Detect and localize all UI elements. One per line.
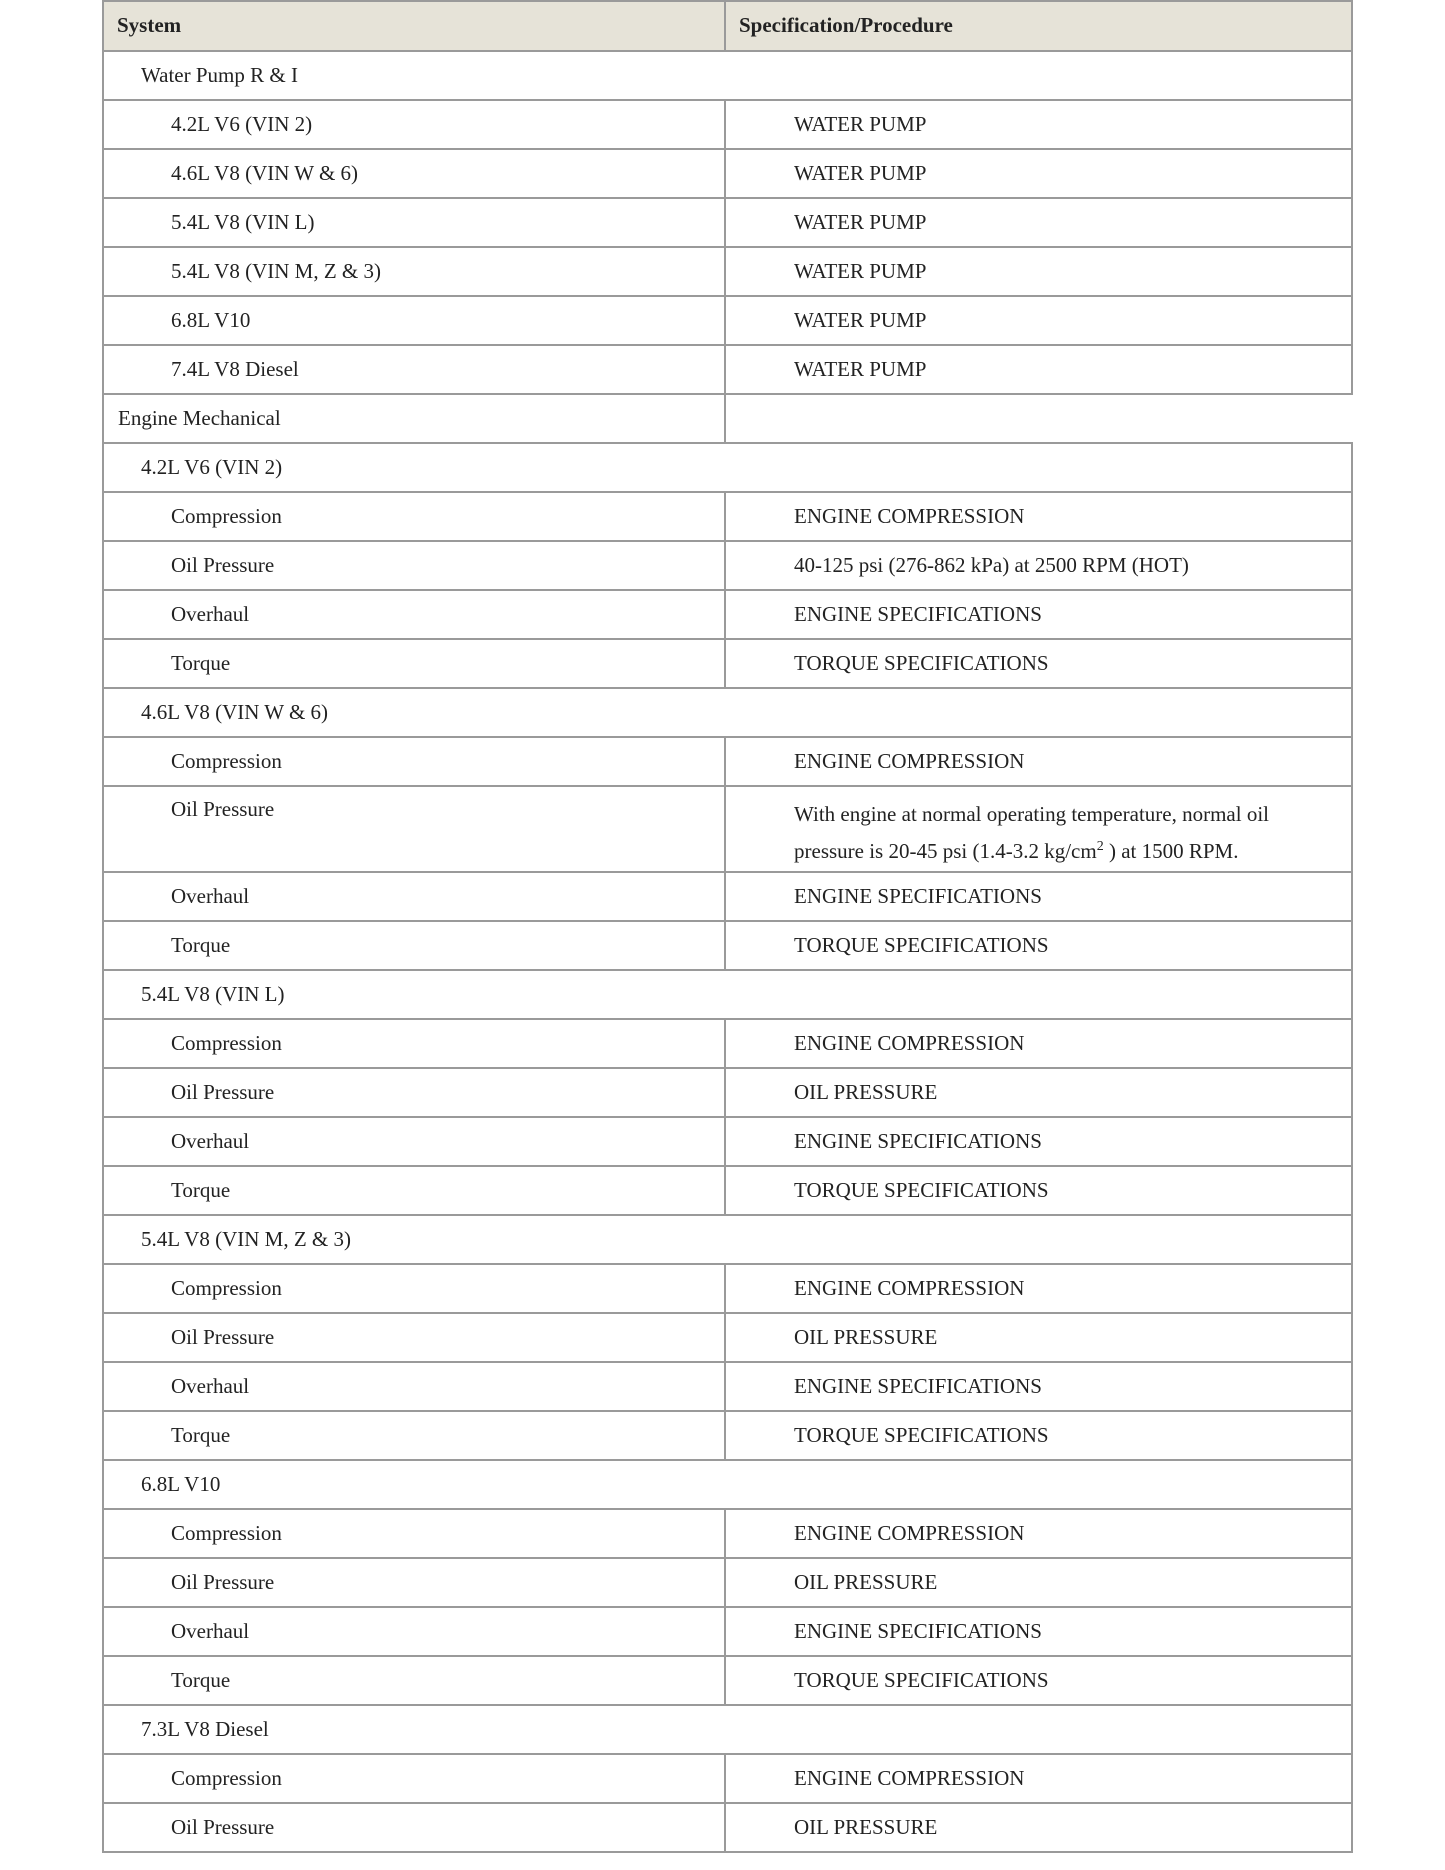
table-row xyxy=(103,1754,1352,1803)
spec-cell xyxy=(725,100,1352,149)
spec-value: ENGINE COMPRESSION xyxy=(794,1765,1025,1790)
spec-value: TORQUE SPECIFICATIONS xyxy=(794,1177,1049,1202)
header-system: System xyxy=(103,1,725,51)
spec-cell xyxy=(725,1362,1352,1411)
spec-value: 40-125 psi (276-862 kPa) at 2500 RPM (HOT) xyxy=(794,552,1189,577)
spec-value: ENGINE COMPRESSION xyxy=(794,1030,1025,1055)
table-row xyxy=(103,1362,1352,1411)
spec-value: ENGINE COMPRESSION xyxy=(794,503,1025,528)
group-row xyxy=(103,970,1352,1019)
section-label: Engine Mechanical xyxy=(103,394,725,443)
system-cell xyxy=(103,492,725,541)
system-cell xyxy=(103,1313,725,1362)
table-body xyxy=(103,51,1352,1852)
spec-value: OIL PRESSURE xyxy=(794,1079,938,1104)
spec-value: TORQUE SPECIFICATIONS xyxy=(794,932,1049,957)
system-label: 4.2L V6 (VIN 2) xyxy=(171,111,313,136)
spec-cell xyxy=(725,1754,1352,1803)
spec-value-text: With engine at normal operating temperature, normal oil pressure is 20-45 psi (1.4-3.2 kg/cm xyxy=(794,802,1269,863)
system-cell xyxy=(103,198,725,247)
system-label: Torque xyxy=(171,650,231,675)
spec-cell xyxy=(725,1803,1352,1852)
spec-value: ENGINE SPECIFICATIONS xyxy=(794,1618,1042,1643)
spec-value: ENGINE COMPRESSION xyxy=(794,1275,1025,1300)
table-row xyxy=(103,1509,1352,1558)
system-cell xyxy=(103,639,725,688)
system-cell xyxy=(103,541,725,590)
system-label: Oil Pressure xyxy=(171,1569,275,1594)
section-row xyxy=(103,394,1352,443)
group-label: Water Pump R & I xyxy=(103,51,1352,100)
spec-cell xyxy=(725,1558,1352,1607)
system-cell xyxy=(103,921,725,970)
system-cell xyxy=(103,1362,725,1411)
table-row xyxy=(103,1068,1352,1117)
system-label: Compression xyxy=(171,748,282,773)
table-row xyxy=(103,1313,1352,1362)
spec-cell xyxy=(725,1068,1352,1117)
group-row xyxy=(103,51,1352,100)
spec-value: ENGINE COMPRESSION xyxy=(794,1520,1025,1545)
table-row xyxy=(103,786,1352,872)
system-cell xyxy=(103,247,725,296)
system-label: Compression xyxy=(171,1030,282,1055)
spec-value: ENGINE SPECIFICATIONS xyxy=(794,883,1042,908)
system-cell xyxy=(103,1019,725,1068)
system-label: 7.4L V8 Diesel xyxy=(171,356,299,381)
spec-value: WATER PUMP xyxy=(794,307,927,332)
spec-value: OIL PRESSURE xyxy=(794,1569,938,1594)
table-row xyxy=(103,1558,1352,1607)
table-row xyxy=(103,1607,1352,1656)
group-row xyxy=(103,1215,1352,1264)
table-row xyxy=(103,590,1352,639)
group-label: 4.6L V8 (VIN W & 6) xyxy=(103,688,1352,737)
table-row xyxy=(103,492,1352,541)
spec-cell xyxy=(725,590,1352,639)
system-cell xyxy=(103,149,725,198)
table-row xyxy=(103,872,1352,921)
table-row xyxy=(103,737,1352,786)
spec-table xyxy=(102,0,1353,1853)
spec-value: ENGINE SPECIFICATIONS xyxy=(794,1373,1042,1398)
spec-value-text-end: ) at 1500 RPM. xyxy=(1103,839,1239,863)
spec-cell xyxy=(725,872,1352,921)
table-row xyxy=(103,247,1352,296)
spec-cell xyxy=(725,492,1352,541)
spec-cell xyxy=(725,149,1352,198)
spec-cell xyxy=(725,1656,1352,1705)
system-label: Compression xyxy=(171,1765,282,1790)
spec-cell xyxy=(725,1019,1352,1068)
system-cell xyxy=(103,1656,725,1705)
spec-cell xyxy=(725,1509,1352,1558)
system-cell xyxy=(103,1509,725,1558)
table-row xyxy=(103,541,1352,590)
table-row xyxy=(103,1264,1352,1313)
system-label: 5.4L V8 (VIN L) xyxy=(171,209,315,234)
system-label: Oil Pressure xyxy=(171,1079,275,1104)
system-label: Overhaul xyxy=(171,883,250,908)
system-label: Oil Pressure xyxy=(171,552,275,577)
group-label: 5.4L V8 (VIN L) xyxy=(103,970,1352,1019)
system-label: Oil Pressure xyxy=(171,1814,275,1839)
system-label: Torque xyxy=(171,1667,231,1692)
spec-cell xyxy=(725,737,1352,786)
system-label: Overhaul xyxy=(171,1618,250,1643)
table-row xyxy=(103,345,1352,394)
table-header xyxy=(103,1,1352,51)
spec-cell xyxy=(725,1264,1352,1313)
system-label: Overhaul xyxy=(171,1128,250,1153)
group-label: 5.4L V8 (VIN M, Z & 3) xyxy=(103,1215,1352,1264)
spec-value: WATER PUMP xyxy=(794,209,927,234)
spec-value: ENGINE SPECIFICATIONS xyxy=(794,1128,1042,1153)
spec-value: ENGINE SPECIFICATIONS xyxy=(794,601,1042,626)
spec-cell xyxy=(725,639,1352,688)
system-cell xyxy=(103,1558,725,1607)
group-row xyxy=(103,443,1352,492)
spec-value: OIL PRESSURE xyxy=(794,1814,938,1839)
group-row xyxy=(103,1460,1352,1509)
system-cell xyxy=(103,1754,725,1803)
table-row xyxy=(103,198,1352,247)
spec-value-superscript: 2 xyxy=(1096,839,1104,854)
system-cell xyxy=(103,1264,725,1313)
system-label: Compression xyxy=(171,1520,282,1545)
spec-value: WATER PUMP xyxy=(794,111,927,136)
group-row xyxy=(103,688,1352,737)
table-row xyxy=(103,1656,1352,1705)
group-label: 7.3L V8 Diesel xyxy=(103,1705,1352,1754)
table-row xyxy=(103,1019,1352,1068)
spec-value: TORQUE SPECIFICATIONS xyxy=(794,1422,1049,1447)
system-cell xyxy=(103,296,725,345)
spec-value: ENGINE COMPRESSION xyxy=(794,748,1025,773)
system-label: Compression xyxy=(171,503,282,528)
spec-cell xyxy=(725,1166,1352,1215)
table-row xyxy=(103,1117,1352,1166)
group-label: 6.8L V10 xyxy=(103,1460,1352,1509)
spec-cell xyxy=(725,247,1352,296)
system-label: 4.6L V8 (VIN W & 6) xyxy=(171,160,359,185)
section-blank-cell xyxy=(725,394,1352,443)
group-row xyxy=(103,1705,1352,1754)
system-label: 6.8L V10 xyxy=(171,307,251,332)
spec-cell xyxy=(725,198,1352,247)
table-row xyxy=(103,1166,1352,1215)
header-specification: Specification/Procedure xyxy=(725,1,1352,51)
system-label: Oil Pressure xyxy=(171,797,275,821)
system-cell xyxy=(103,1607,725,1656)
system-label: Oil Pressure xyxy=(171,1324,275,1349)
system-cell xyxy=(103,1411,725,1460)
spec-value: TORQUE SPECIFICATIONS xyxy=(794,650,1049,675)
system-label: Compression xyxy=(171,1275,282,1300)
system-cell xyxy=(103,1068,725,1117)
spec-cell xyxy=(725,296,1352,345)
table-row xyxy=(103,1803,1352,1852)
spec-value: OIL PRESSURE xyxy=(794,1324,938,1349)
spec-cell xyxy=(725,1313,1352,1362)
table-row xyxy=(103,100,1352,149)
system-label: Torque xyxy=(171,932,231,957)
table-row xyxy=(103,639,1352,688)
system-label: Torque xyxy=(171,1422,231,1447)
table-row xyxy=(103,921,1352,970)
spec-value: TORQUE SPECIFICATIONS xyxy=(794,1667,1049,1692)
spec-value xyxy=(794,787,1351,870)
system-cell xyxy=(103,1117,725,1166)
spec-value: WATER PUMP xyxy=(794,258,927,283)
spec-cell xyxy=(725,541,1352,590)
system-label: Overhaul xyxy=(171,601,250,626)
spec-cell xyxy=(725,345,1352,394)
system-cell xyxy=(103,590,725,639)
system-label: 5.4L V8 (VIN M, Z & 3) xyxy=(171,258,381,283)
system-cell xyxy=(103,872,725,921)
spec-cell xyxy=(725,786,1352,872)
system-cell xyxy=(103,737,725,786)
spec-cell xyxy=(725,1607,1352,1656)
system-cell xyxy=(103,100,725,149)
spec-cell xyxy=(725,1411,1352,1460)
table-row xyxy=(103,149,1352,198)
system-cell xyxy=(103,1166,725,1215)
system-cell xyxy=(103,345,725,394)
spec-cell xyxy=(725,921,1352,970)
system-label: Overhaul xyxy=(171,1373,250,1398)
system-cell xyxy=(103,786,725,872)
system-cell xyxy=(103,1803,725,1852)
table-row xyxy=(103,296,1352,345)
spec-value: WATER PUMP xyxy=(794,160,927,185)
table-row xyxy=(103,1411,1352,1460)
system-label: Torque xyxy=(171,1177,231,1202)
header-row xyxy=(103,1,1352,51)
spec-value: WATER PUMP xyxy=(794,356,927,381)
group-label: 4.2L V6 (VIN 2) xyxy=(103,443,1352,492)
spec-cell xyxy=(725,1117,1352,1166)
